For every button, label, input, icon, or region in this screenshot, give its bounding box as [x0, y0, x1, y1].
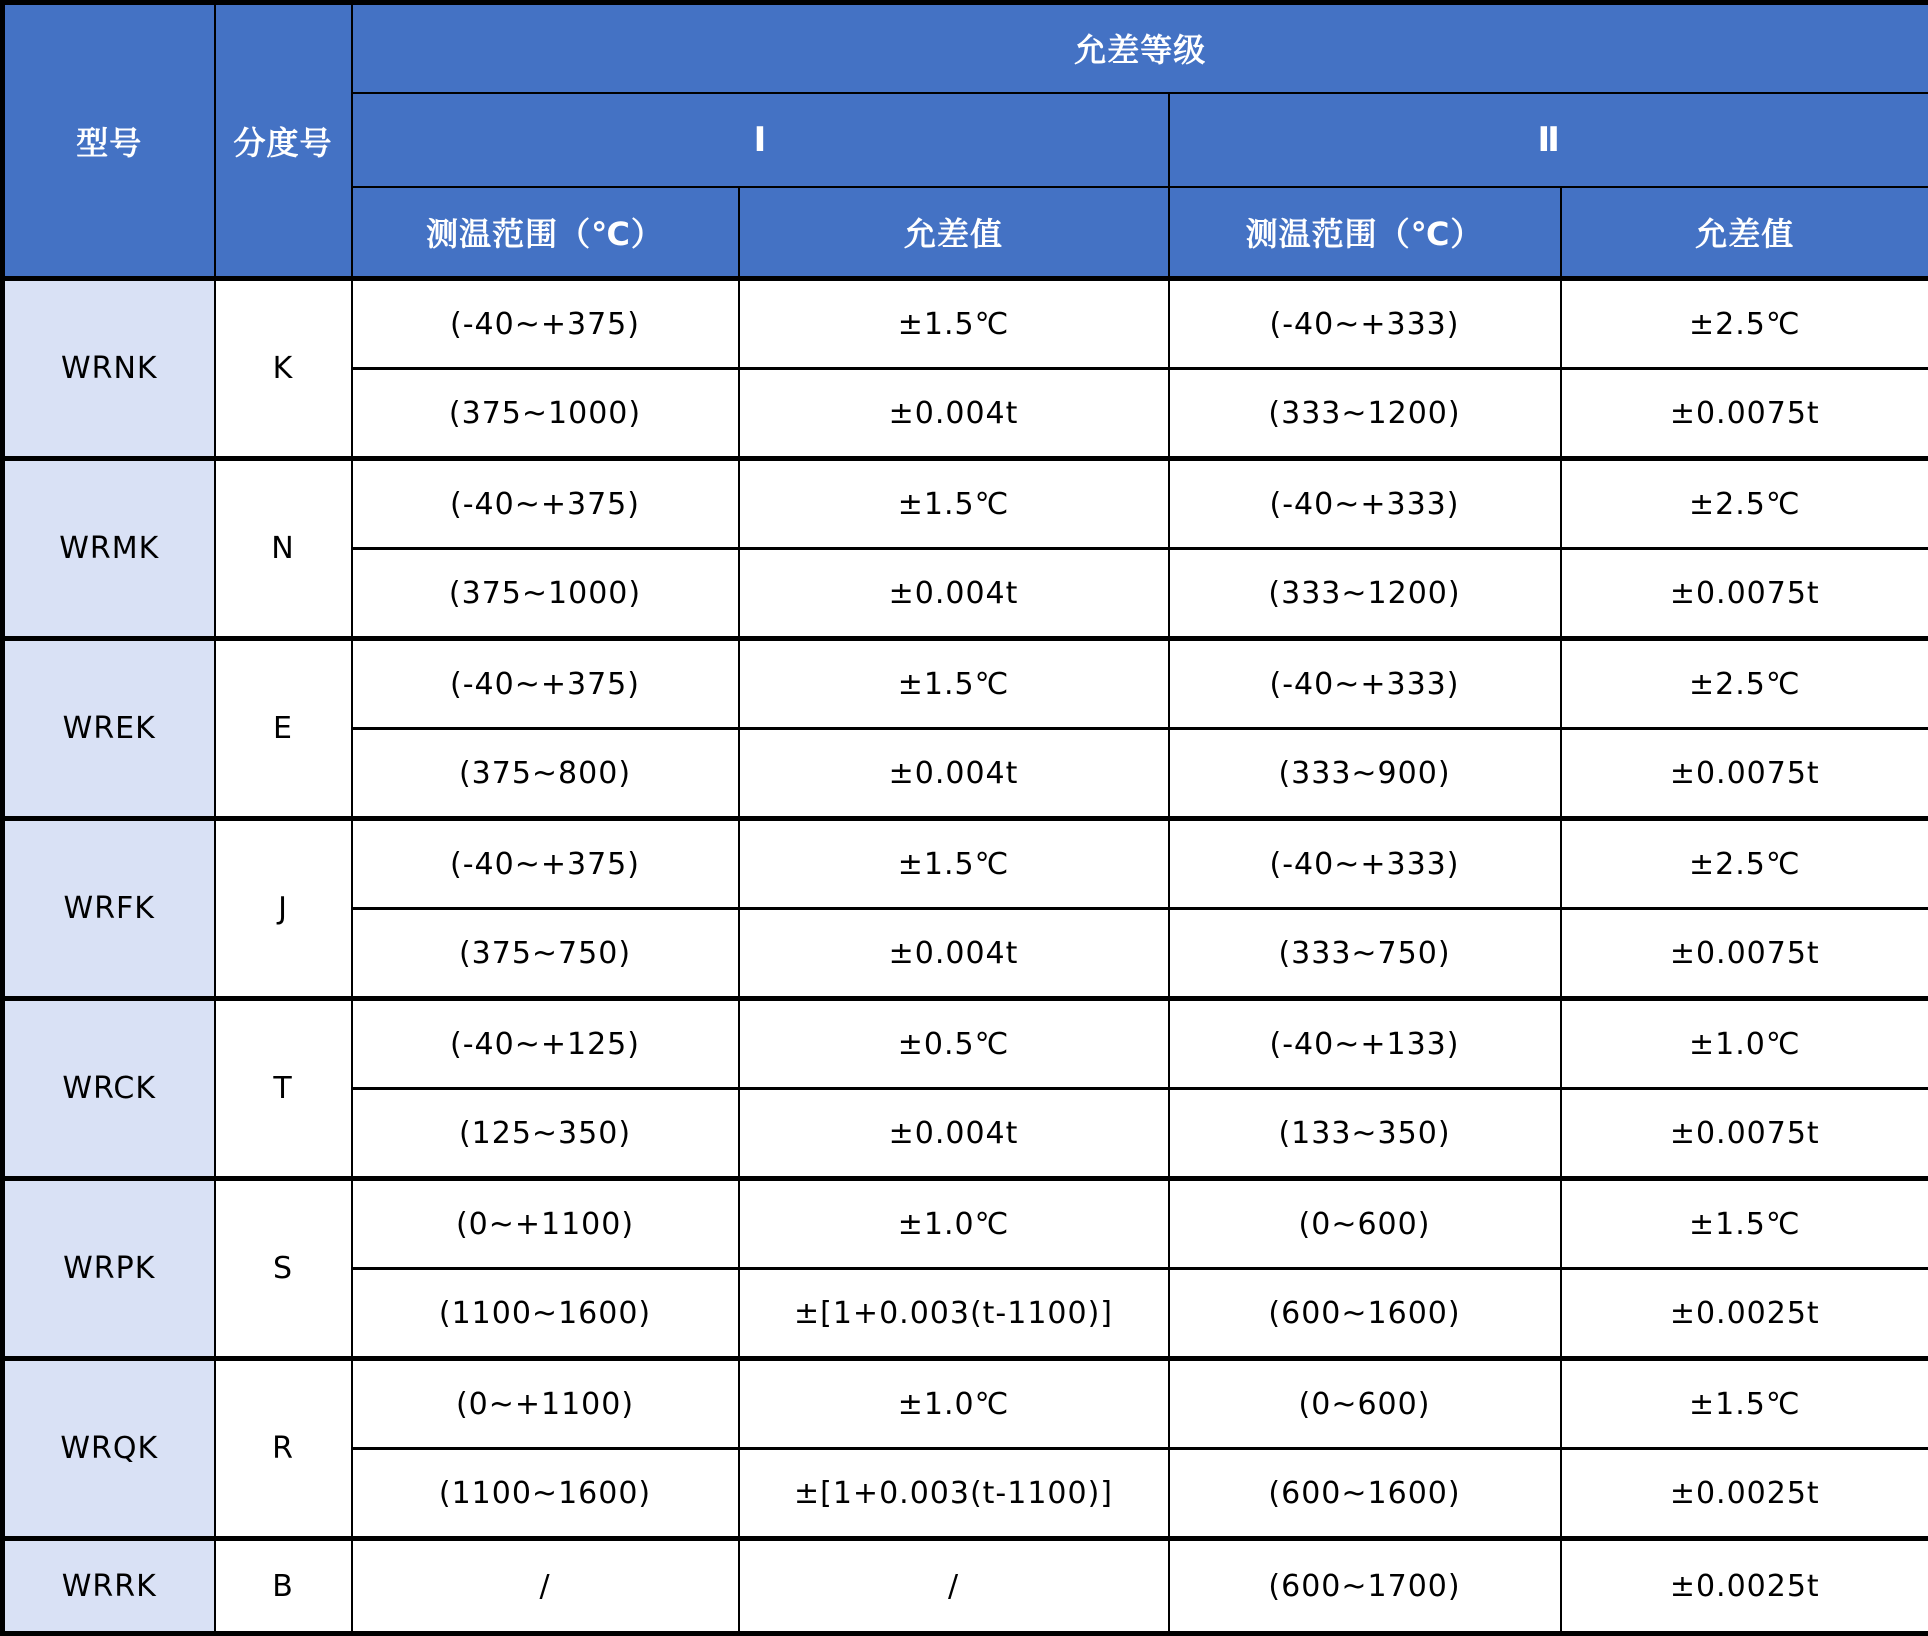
tolerance-1-cell: ±0.004t: [739, 909, 1169, 999]
model-cell: WRRK: [3, 1539, 215, 1634]
table-row: [3, 639, 1928, 729]
tolerance-2-cell: ±0.0075t: [1561, 729, 1928, 819]
model-cell: WRCK: [3, 999, 215, 1179]
table-row: [3, 1539, 1928, 1634]
tolerance-2-cell: ±0.0025t: [1561, 1539, 1928, 1634]
tolerance-1-cell: ±1.5℃: [739, 639, 1169, 729]
tolerance-2-cell: ±2.5℃: [1561, 819, 1928, 909]
range-1-cell: (1100~1600): [352, 1449, 739, 1539]
range-1-cell: (375~1000): [352, 549, 739, 639]
range-1-cell: (0~+1100): [352, 1359, 739, 1449]
tolerance-2-cell: ±2.5℃: [1561, 639, 1928, 729]
tolerance-1-cell: ±[1+0.003(t-1100)]: [739, 1449, 1169, 1539]
tolerance-1-cell: ±0.004t: [739, 729, 1169, 819]
tolerance-2-cell: ±1.0℃: [1561, 999, 1928, 1089]
range-2-cell: (333~900): [1169, 729, 1561, 819]
tolerance-2-cell: ±0.0075t: [1561, 549, 1928, 639]
tolerance-2-cell: ±0.0075t: [1561, 1089, 1928, 1179]
tolerance-1-cell: ±1.5℃: [739, 279, 1169, 369]
table-row: [3, 999, 1928, 1089]
range-2-cell: (333~1200): [1169, 369, 1561, 459]
range-1-cell: (-40~+375): [352, 459, 739, 549]
range-1-cell: (-40~+125): [352, 999, 739, 1089]
range-1-cell: (-40~+375): [352, 819, 739, 909]
table-row: [3, 459, 1928, 549]
range-2-cell: (-40~+333): [1169, 639, 1561, 729]
range-2-cell: (600~1600): [1169, 1449, 1561, 1539]
range-1-cell: (1100~1600): [352, 1269, 739, 1359]
model-cell: WRMK: [3, 459, 215, 639]
range-2-cell: (600~1700): [1169, 1539, 1561, 1634]
model-cell: WREK: [3, 639, 215, 819]
range-1-cell: (0~+1100): [352, 1179, 739, 1269]
tolerance-2-cell: ±0.0025t: [1561, 1449, 1928, 1539]
tolerance-1-cell: ±1.5℃: [739, 819, 1169, 909]
tolerance-2-cell: ±0.0075t: [1561, 369, 1928, 459]
tolerance-1-cell: ±[1+0.003(t-1100)]: [739, 1269, 1169, 1359]
header-tolerance-1: 允差值: [739, 187, 1169, 279]
tolerance-1-cell: ±0.004t: [739, 549, 1169, 639]
header-grade-2: Ⅱ: [1169, 93, 1928, 187]
range-1-cell: (-40~+375): [352, 639, 739, 729]
range-2-cell: (0~600): [1169, 1359, 1561, 1449]
table-row: [3, 819, 1928, 909]
graduation-cell: B: [215, 1539, 352, 1634]
table-row: [3, 1179, 1928, 1269]
range-2-cell: (333~1200): [1169, 549, 1561, 639]
tolerance-2-cell: ±0.0025t: [1561, 1269, 1928, 1359]
table-body: [3, 279, 1928, 1634]
range-1-cell: (125~350): [352, 1089, 739, 1179]
table-row: [3, 1359, 1928, 1449]
tolerance-1-cell: ±0.004t: [739, 369, 1169, 459]
range-2-cell: (-40~+333): [1169, 279, 1561, 369]
header-grade-1: I: [352, 93, 1169, 187]
tolerance-1-cell: ±1.0℃: [739, 1359, 1169, 1449]
header-range-1: 测温范围（℃）: [352, 187, 739, 279]
range-1-cell: /: [352, 1539, 739, 1634]
range-2-cell: (600~1600): [1169, 1269, 1561, 1359]
model-cell: WRPK: [3, 1179, 215, 1359]
range-1-cell: (375~800): [352, 729, 739, 819]
tolerance-2-cell: ±1.5℃: [1561, 1179, 1928, 1269]
header-range-2: 测温范围（℃）: [1169, 187, 1561, 279]
tolerance-2-cell: ±2.5℃: [1561, 279, 1928, 369]
tolerance-2-cell: ±0.0075t: [1561, 909, 1928, 999]
graduation-cell: J: [215, 819, 352, 999]
model-cell: WRNK: [3, 279, 215, 459]
tolerance-1-cell: ±1.0℃: [739, 1179, 1169, 1269]
graduation-cell: N: [215, 459, 352, 639]
range-1-cell: (375~1000): [352, 369, 739, 459]
header-tolerance-2: 允差值: [1561, 187, 1928, 279]
range-2-cell: (-40~+333): [1169, 459, 1561, 549]
tolerance-1-cell: ±0.004t: [739, 1089, 1169, 1179]
graduation-cell: T: [215, 999, 352, 1179]
tolerance-1-cell: ±1.5℃: [739, 459, 1169, 549]
range-2-cell: (333~750): [1169, 909, 1561, 999]
tolerance-1-cell: /: [739, 1539, 1169, 1634]
graduation-cell: E: [215, 639, 352, 819]
header-row-1: [3, 3, 1928, 93]
range-2-cell: (-40~+133): [1169, 999, 1561, 1089]
table-header: [3, 3, 1928, 279]
model-cell: WRQK: [3, 1359, 215, 1539]
header-graduation: 分度号: [215, 3, 352, 279]
graduation-cell: K: [215, 279, 352, 459]
range-2-cell: (0~600): [1169, 1179, 1561, 1269]
tolerance-2-cell: ±2.5℃: [1561, 459, 1928, 549]
tolerance-1-cell: ±0.5℃: [739, 999, 1169, 1089]
table-row: [3, 279, 1928, 369]
graduation-cell: S: [215, 1179, 352, 1359]
model-cell: WRFK: [3, 819, 215, 999]
range-1-cell: (-40~+375): [352, 279, 739, 369]
header-model: 型号: [3, 3, 215, 279]
header-tolerance-grade: 允差等级: [352, 3, 1928, 93]
range-1-cell: (375~750): [352, 909, 739, 999]
graduation-cell: R: [215, 1359, 352, 1539]
range-2-cell: (133~350): [1169, 1089, 1561, 1179]
range-2-cell: (-40~+333): [1169, 819, 1561, 909]
tolerance-2-cell: ±1.5℃: [1561, 1359, 1928, 1449]
